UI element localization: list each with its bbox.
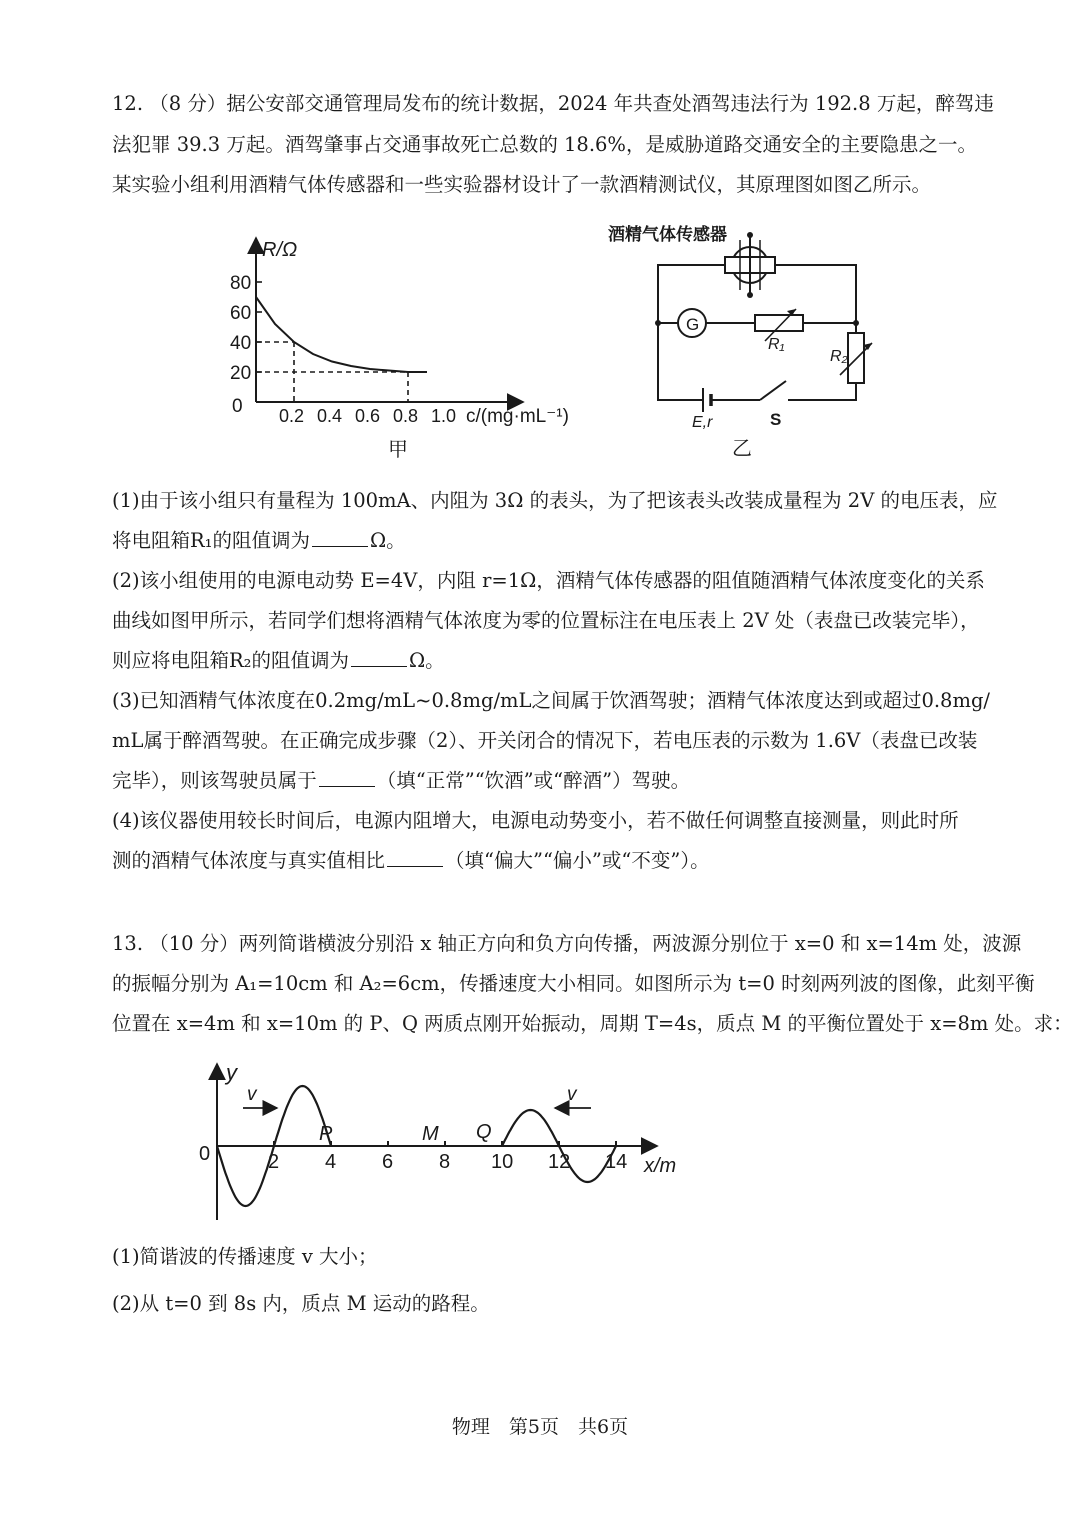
answer-blank-2[interactable] xyxy=(351,648,407,667)
dashed-guides xyxy=(256,342,408,402)
galvanometer-label: G xyxy=(686,315,700,334)
caption-yi: 乙 xyxy=(732,438,752,460)
y-tick-labels xyxy=(230,273,262,384)
q12-intro-line-2: 法犯罪 39.3 万起。酒驾肇事占交通事故死亡总数的 18.6%，是威胁道路交通安全的主要隐患之一。 xyxy=(112,133,977,156)
switch-blade xyxy=(760,381,786,400)
wave-y-label: y xyxy=(226,1060,237,1085)
y-tick-label-80: 80 xyxy=(230,273,252,294)
answer-blank-1[interactable] xyxy=(312,528,368,547)
y-tick-label-20: 20 xyxy=(230,363,252,384)
graph-jia xyxy=(218,228,598,468)
q12-part2-line-2: 曲线如图甲所示，若同学们想将酒精气体浓度为零的位置标注在电压表上 2V 处（表盘已改装完毕）， xyxy=(112,609,980,632)
wave-tick-label-14: 14 xyxy=(605,1151,628,1173)
wave-x-label: x/m xyxy=(644,1155,677,1177)
y-axis-label: R/Ω xyxy=(262,239,298,261)
q13-intro-line-3: 位置在 x=4m 和 x=10m 的 P、Q 两质点刚开始振动，周期 T=4s，质点 M 的平衡位置处于 x=8m 处。求： xyxy=(112,1012,1073,1035)
wave-tick-label-6: 6 xyxy=(382,1151,394,1173)
page-footer: 物理 第5页 共6页 xyxy=(451,1416,629,1438)
q13-intro-line-1: 13. （10 分）两列简谐横波分别沿 x 轴正方向和负方向传播，两波源分别位于 x=0 和 x=14m 处，波源 xyxy=(112,932,1022,955)
q12-part3-line-1: (3)已知酒精气体浓度在0.2mg/mL~0.8mg/mL之间属于饮酒驾驶；酒精气体浓度达到或超过0.8mg/ xyxy=(112,689,991,712)
x-tick-label-1: 0.4 xyxy=(317,406,343,426)
r2-label: R₂ xyxy=(830,348,848,365)
answer-blank-3[interactable] xyxy=(319,768,375,787)
q12-part4-line-2: 测的酒精气体浓度与真实值相比 （填“偏大”“偏小”或“不变”）。 xyxy=(112,849,710,872)
label-m: M xyxy=(422,1123,439,1145)
x-axis-label: c/(mg·mL⁻¹) xyxy=(466,406,569,427)
circuit-yi xyxy=(600,215,900,470)
q12-part4-line-1: (4)该仪器使用较长时间后，电源内阻增大，电源电动势变小，若不做任何调整直接测量，则此时所 xyxy=(112,809,959,832)
q12-part1-line-2: 将电阻箱R₁的阻值调为 Ω。 xyxy=(112,529,406,552)
q12-part2-line-3: 则应将电阻箱R₂的阻值调为 Ω。 xyxy=(112,649,445,672)
resistor-box-r1 xyxy=(755,315,803,331)
answer-blank-4[interactable] xyxy=(387,848,443,867)
wave-graph xyxy=(195,1058,695,1228)
label-p: P xyxy=(319,1123,333,1145)
wave-tick-label-2: 2 xyxy=(268,1151,280,1173)
y-tick-label-60: 60 xyxy=(230,303,252,324)
wave-tick-label-8: 8 xyxy=(439,1151,451,1173)
velocity-label-right: v xyxy=(567,1084,577,1105)
battery-label: E,r xyxy=(692,414,713,431)
q12-intro-line-1: 12. （8 分）据公安部交通管理局发布的统计数据，2024 年共查处酒驾违法行为 192.8 万起，醉驾违 xyxy=(112,92,994,115)
q12-part3-line-2: mL属于醉酒驾驶。在正确完成步骤（2）、开关闭合的情况下，若电压表的示数为 1.6V（表盘已改装 xyxy=(112,729,978,752)
origin-label: 0 xyxy=(232,396,243,417)
x-tick-label-3: 0.8 xyxy=(393,406,419,426)
resistance-curve xyxy=(256,297,427,372)
wave-origin: 0 xyxy=(199,1143,211,1165)
wave-tick-label-4: 4 xyxy=(325,1151,337,1173)
x-tick-labels xyxy=(279,406,456,426)
x-tick-label-2: 0.6 xyxy=(355,406,381,426)
q13-question-2: (2)从 t=0 到 8s 内，质点 M 运动的路程。 xyxy=(112,1292,490,1315)
junction-right xyxy=(853,320,859,326)
q13-intro-line-2: 的振幅分别为 A₁=10cm 和 A₂=6cm，传播速度大小相同。如图所示为 t=0 时刻两列波的图像，此刻平衡 xyxy=(112,972,1035,995)
x-tick-label-4: 1.0 xyxy=(431,406,457,426)
q13-question-1: (1)简谐波的传播速度 v 大小； xyxy=(112,1245,378,1268)
label-q: Q xyxy=(476,1121,492,1143)
alcohol-sensor xyxy=(725,232,775,298)
wave-tick-label-12: 12 xyxy=(548,1151,571,1173)
q12-part2-line-1: (2)该小组使用的电源电动势 E=4V，内阻 r=1Ω，酒精气体传感器的阻值随酒精气体浓度变化的关系 xyxy=(112,569,985,592)
r1-label: R₁ xyxy=(768,336,785,353)
q12-part3-line-3: 完毕），则该驾驶员属于 （填“正常”“饮酒”或“醉酒”）驾驶。 xyxy=(112,769,691,792)
q12-part1-line-1: (1)由于该小组只有量程为 100mA、内阻为 3Ω 的表头，为了把该表头改装成量程为 2V 的电压表，应 xyxy=(112,489,998,512)
q12-intro-line-3: 某实验小组利用酒精气体传感器和一些实验器材设计了一款酒精测试仪，其原理图如图乙所示。 xyxy=(112,173,932,196)
y-tick-label-40: 40 xyxy=(230,333,252,354)
caption-jia: 甲 xyxy=(388,439,408,461)
sensor-label: 酒精气体传感器 xyxy=(608,225,727,244)
x-tick-label-0: 0.2 xyxy=(279,406,305,426)
velocity-label-left: v xyxy=(247,1084,257,1105)
wave-tick-label-10: 10 xyxy=(491,1151,514,1173)
switch-label: S xyxy=(770,410,782,429)
